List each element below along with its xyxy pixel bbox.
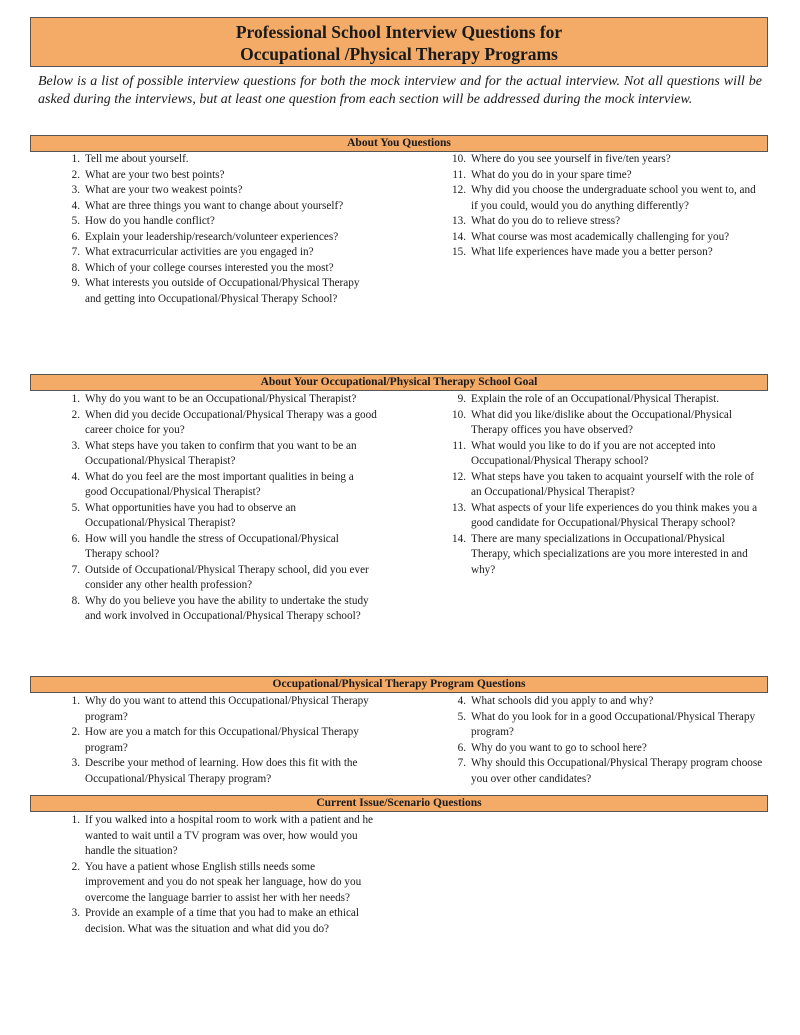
- question-item: [457, 710, 763, 741]
- question-item: [452, 470, 763, 501]
- question-item: [457, 694, 763, 710]
- question-item: [71, 183, 375, 199]
- question-item: [71, 261, 375, 277]
- question-item: [71, 756, 375, 787]
- question-number: 1.: [71, 393, 80, 405]
- question-item: [71, 392, 377, 408]
- question-text: There are many specializations in Occupational/Physical Therapy, which specializations are you more interested in and why?: [471, 532, 748, 576]
- question-item: [452, 183, 763, 214]
- title-line-1: Professional School Interview Questions for: [235, 22, 563, 42]
- question-number: 3.: [71, 907, 80, 919]
- program-list-right: [457, 694, 763, 787]
- question-number: 6.: [71, 532, 80, 545]
- question-number: 13.: [452, 215, 466, 227]
- question-text: What do you look for in a good Occupational/Physical Therapy program?: [471, 710, 756, 738]
- page-title: [30, 17, 768, 67]
- question-number: 1.: [71, 153, 80, 165]
- question-number: 14.: [452, 532, 466, 545]
- question-text: Why do you want to attend this Occupational/Physical Therapy program?: [85, 695, 369, 723]
- question-text: What do you do to relieve stress?: [471, 215, 621, 227]
- question-number: 5.: [71, 501, 80, 514]
- school-goal-list-right: [452, 392, 763, 578]
- question-text: Provide an example of a time that you had to make an ethical decision. What was the situation and what did you do?: [85, 907, 360, 935]
- question-number: 2.: [71, 408, 80, 421]
- question-item: [452, 214, 763, 230]
- section-heading-program: Occupational/Physical Therapy Program Questions: [30, 676, 768, 693]
- question-text: Describe your method of learning. How does this fit with the Occupational/Physical Therapy program?: [85, 757, 358, 785]
- question-text: What steps have you taken to acquaint yourself with the role of an Occupational/Physical Therapist?: [471, 470, 755, 498]
- question-number: 7.: [457, 757, 466, 769]
- question-number: 6.: [71, 230, 80, 243]
- question-item: [71, 860, 377, 907]
- question-text: Explain your leadership/research/volunteer experiences?: [85, 230, 339, 243]
- question-number: 8.: [71, 261, 80, 274]
- title-line-2: Occupational /Physical Therapy Programs: [240, 44, 558, 64]
- question-item: [71, 470, 377, 501]
- question-item: [457, 756, 763, 787]
- question-item: [71, 214, 375, 230]
- question-text: What course was most academically challenging for you?: [471, 230, 730, 243]
- question-number: 10.: [452, 408, 466, 421]
- about-you-list-left: [71, 152, 375, 307]
- question-number: 14.: [452, 230, 466, 243]
- question-text: Where do you see yourself in five/ten years?: [471, 153, 671, 165]
- question-text: What do you feel are the most important qualities in being a good Occupational/Physical Therapist?: [85, 470, 354, 498]
- question-number: 4.: [71, 199, 80, 212]
- question-item: [71, 594, 377, 625]
- question-text: What would you like to do if you are not accepted into Occupational/Physical Therapy school?: [471, 439, 716, 467]
- question-number: 3.: [71, 757, 80, 769]
- question-text: What are three things you want to change about yourself?: [85, 199, 344, 212]
- question-number: 4.: [457, 695, 466, 707]
- question-item: [71, 694, 375, 725]
- question-item: [71, 439, 377, 470]
- question-number: 3.: [71, 439, 80, 452]
- question-number: 2.: [71, 860, 80, 873]
- question-text: What are your two weakest points?: [85, 184, 243, 196]
- scenario-list-left: [71, 813, 377, 937]
- question-number: 1.: [71, 695, 80, 707]
- question-item: [452, 408, 763, 439]
- question-number: 9.: [457, 393, 466, 405]
- question-text: What steps have you taken to confirm that you want to be an Occupational/Physical Therapist?: [85, 439, 357, 467]
- question-text: What are your two best points?: [85, 168, 225, 181]
- question-text: What aspects of your life experiences do you think makes you a good candidate for Occupational/Physical Therapy school?: [471, 501, 758, 529]
- question-text: How are you a match for this Occupational/Physical Therapy program?: [85, 726, 359, 754]
- school-goal-list-left: [71, 392, 377, 625]
- question-text: What opportunities have you had to observe an Occupational/Physical Therapist?: [85, 501, 296, 529]
- question-item: [457, 392, 763, 408]
- question-item: [71, 725, 375, 756]
- question-item: [452, 532, 763, 579]
- question-text: When did you decide Occupational/Physical Therapy was a good career choice for you?: [85, 408, 377, 436]
- question-number: 11.: [452, 439, 466, 452]
- question-item: [452, 230, 763, 246]
- question-text: Explain the role of an Occupational/Physical Therapist.: [471, 393, 720, 405]
- question-text: How will you handle the stress of Occupational/Physical Therapy school?: [85, 532, 339, 560]
- question-number: 7.: [71, 246, 80, 258]
- question-text: What interests you outside of Occupational/Physical Therapy and getting into Occupational/Physical Therapy School?: [85, 277, 360, 305]
- question-number: 11.: [452, 168, 466, 181]
- question-number: 15.: [452, 246, 466, 258]
- question-item: [452, 245, 763, 261]
- question-item: [71, 906, 377, 937]
- question-item: [71, 245, 375, 261]
- question-text: What did you like/dislike about the Occupational/Physical Therapy offices you have observed?: [471, 408, 732, 436]
- question-item: [71, 168, 375, 184]
- question-text: Why do you believe you have the ability to undertake the study and work involved in Occupational/Physical Therapy school?: [85, 594, 369, 622]
- question-number: 5.: [457, 710, 466, 723]
- question-number: 4.: [71, 470, 80, 483]
- question-text: Outside of Occupational/Physical Therapy school, did you ever consider any other health profession?: [85, 563, 369, 591]
- question-text: Why do you want to go to school here?: [471, 741, 647, 754]
- section-heading-about-you: About You Questions: [30, 135, 768, 152]
- about-you-list-right: [452, 152, 763, 261]
- question-number: 3.: [71, 184, 80, 196]
- question-item: [71, 152, 375, 168]
- question-number: 1.: [71, 814, 80, 826]
- question-item: [452, 152, 763, 168]
- question-text: How do you handle conflict?: [85, 215, 215, 227]
- question-number: 12.: [452, 184, 466, 196]
- question-item: [452, 168, 763, 184]
- question-text: What extracurricular activities are you engaged in?: [85, 246, 314, 258]
- question-text: Why should this Occupational/Physical Therapy program choose you over other candidates?: [471, 757, 763, 785]
- question-text: Which of your college courses interested you the most?: [85, 261, 334, 274]
- question-item: [71, 408, 377, 439]
- question-number: 7.: [71, 563, 80, 576]
- question-item: [71, 501, 377, 532]
- question-item: [71, 532, 377, 563]
- question-text: Tell me about yourself.: [85, 153, 189, 165]
- question-text: You have a patient whose English stills needs some improvement and you do not speak her language, how do you overcome the language barrier to assist her with her needs?: [85, 860, 362, 904]
- question-text: What schools did you apply to and why?: [471, 695, 654, 707]
- question-item: [71, 199, 375, 215]
- question-text: What do you do in your spare time?: [471, 168, 632, 181]
- question-number: 10.: [452, 153, 466, 165]
- question-item: [71, 813, 377, 860]
- question-number: 9.: [71, 277, 80, 289]
- question-number: 12.: [452, 470, 466, 483]
- section-heading-scenario: Current Issue/Scenario Questions: [30, 795, 768, 812]
- intro-text: Below is a list of possible interview questions for both the mock interview and for the actual interview. Not all questions will be asked during the interviews, but at least one question from each section will be addressed during the mock interview.: [38, 74, 762, 107]
- question-item: [71, 230, 375, 246]
- question-number: 2.: [71, 168, 80, 181]
- question-item: [457, 741, 763, 757]
- question-text: If you walked into a hospital room to work with a patient and he wanted to wait until a TV program was over, how would you handle the situation?: [85, 814, 374, 857]
- question-item: [71, 276, 375, 307]
- question-number: 6.: [457, 741, 466, 754]
- question-number: 8.: [71, 594, 80, 607]
- program-list-left: [71, 694, 375, 787]
- question-text: Why did you choose the undergraduate school you went to, and if you could, would you do anything differently?: [471, 184, 756, 212]
- question-item: [452, 501, 763, 532]
- question-text: What life experiences have made you a better person?: [471, 246, 713, 258]
- question-number: 5.: [71, 215, 80, 227]
- question-number: 13.: [452, 501, 466, 514]
- question-text: Why do you want to be an Occupational/Physical Therapist?: [85, 393, 357, 405]
- section-heading-school-goal: About Your Occupational/Physical Therapy School Goal: [30, 374, 768, 391]
- question-item: [452, 439, 763, 470]
- question-item: [71, 563, 377, 594]
- question-number: 2.: [71, 726, 80, 738]
